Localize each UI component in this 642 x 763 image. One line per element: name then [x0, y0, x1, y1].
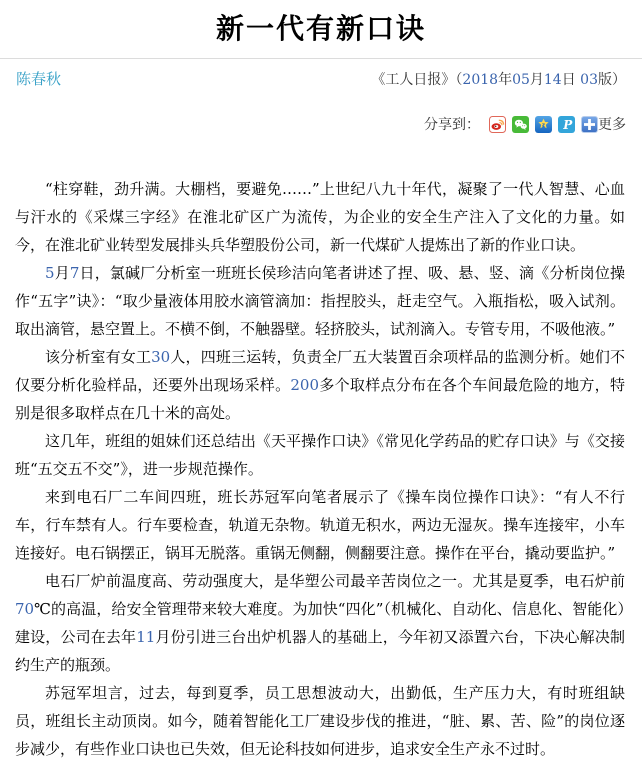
qzone-icon[interactable]: [535, 116, 552, 133]
article-body: [0, 175, 642, 763]
share-more-button[interactable]: [581, 114, 626, 134]
share-label: 分享到：: [424, 117, 480, 133]
wechat-glyph: [512, 116, 529, 133]
weibo-icon[interactable]: [489, 116, 506, 133]
author-link[interactable]: 陈春秋: [16, 70, 62, 88]
pengyou-glyph: [558, 116, 575, 133]
svg-text:z: z: [541, 121, 546, 128]
plus-glyph: [581, 116, 598, 133]
plus-icon: [581, 116, 598, 133]
article-paragraph: 该分析室有女工30人，四班三运转，负责全厂五大装置百余项样品的监测分析。她们不仅要分析化验样品，还要外出现场采样。200多个取样点分布在各个车间最危险的地方，特别是很多取样点在几十米的高处。: [15, 348, 625, 422]
article-paragraph: 这几年，班组的姐妹们还总结出《天平操作口诀》《常见化学药品的贮存口诀》与《交接班“五交五不交”》，进一步规范操作。: [15, 432, 625, 478]
pengyou-icon[interactable]: [558, 116, 575, 133]
article-paragraph: 来到电石厂二车间四班，班长苏冠军向笔者展示了《操车岗位操作口诀》：“有人不行车，行车禁有人。行车要检查，轨道无杂物。轨道无积水，两边无湿灰。操车连接牢，小车连接好。电石锅摆正，锅耳无脱落。重锅无侧翻，侧翻要注意。操作在平台，撬动要监护。”: [15, 488, 625, 562]
source-info: 《工人日报》（2018年05月14日 03版）: [371, 72, 626, 88]
article-paragraph: 电石厂炉前温度高、劳动强度大，是华塑公司最辛苦岗位之一。尤其是夏季，电石炉前70℃的高温，给安全管理带来较大难度。为加快“四化”（机械化、自动化、信息化、智能化）建设，公司在去年11月份引进三台出炉机器人的基础上，今年初又添置六台，下决心解决制约生产的瓶颈。: [15, 572, 625, 674]
wechat-icon[interactable]: [512, 116, 529, 133]
svg-text:P: P: [563, 117, 573, 132]
share-more-label: 更多: [598, 117, 626, 133]
meta-row: [0, 59, 642, 89]
article-paragraph: 5月7日，氯碱厂分析室一班班长侯珍洁向笔者讲述了捏、吸、悬、竖、滴《分析岗位操作“五字”诀》：“取少量液体用胶水滴管滴加：指捏胶头，赶走空气。入瓶指松，吸入试剂。取出滴管，悬空置上。不横不倒，不触器壁。轻挤胶头，试剂滴入。专管专用，不吸他液。”: [15, 264, 625, 338]
article-paragraph: 苏冠军坦言，过去，每到夏季，员工思想波动大，出勤低，生产压力大，有时班组缺员，班组长主动顶岗。如今，随着智能化工厂建设步伐的推进，“脏、累、苦、险”的岗位逐步减少，有些作业口诀也已失效，但无论科技如何进步，追求安全生产永不过时。: [15, 684, 625, 758]
page-title: 新一代有新口诀: [215, 12, 426, 45]
article-paragraph: “柱穿鞋，劲升满。大棚档，要避免……”上世纪八九十年代，凝聚了一代人智慧、心血与汗水的《采煤三字经》在淮北矿区广为流传，为企业的安全生产注入了文化的力量。如今，在淮北矿业转型发展排头兵华塑股份公司，新一代煤矿人提炼出了新的作业口诀。: [15, 180, 625, 254]
share-bar: [0, 115, 642, 133]
qzone-glyph: [535, 116, 552, 133]
weibo-glyph: [489, 116, 506, 133]
